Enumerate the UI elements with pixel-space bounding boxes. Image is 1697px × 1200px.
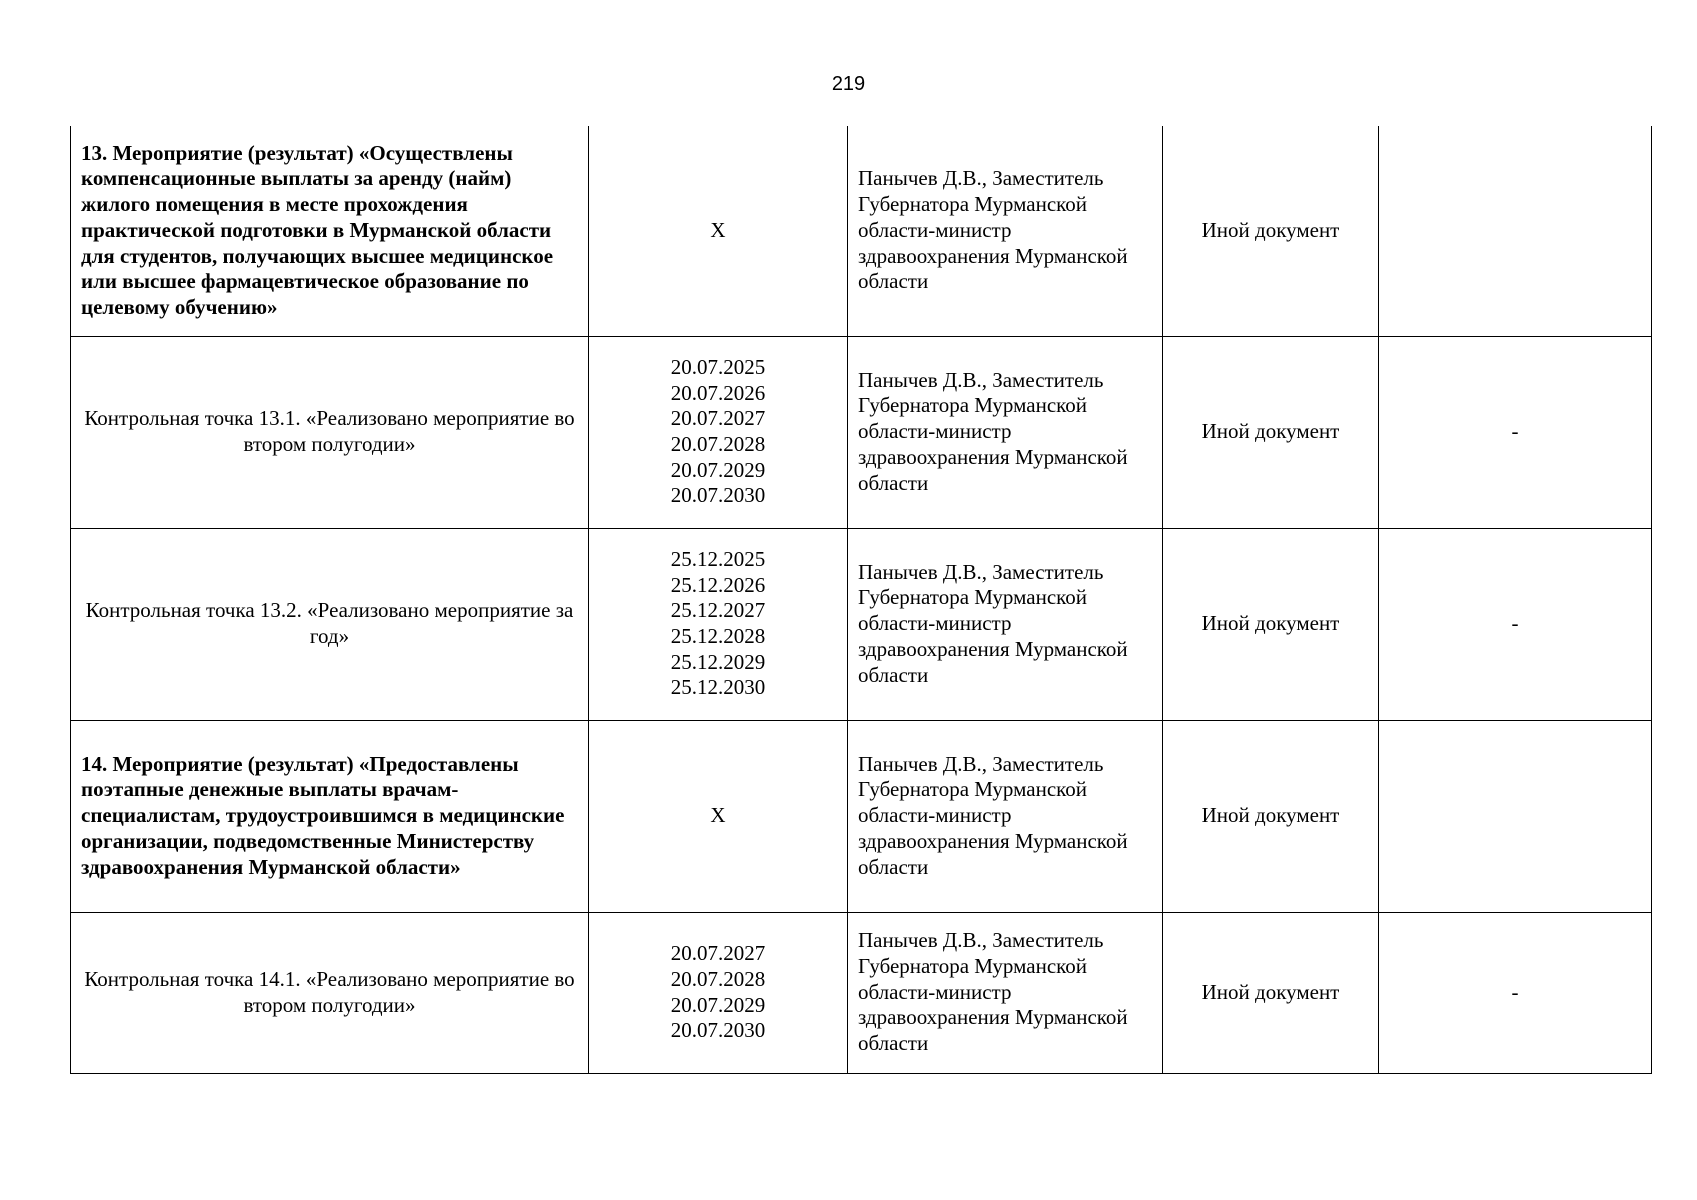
responsible-cell: Панычев Д.В., Заместитель Губернатора Мурманской области-министр здравоохранения Мурманской области xyxy=(848,126,1163,336)
checkpoint-name-cell: Контрольная точка 14.1. «Реализовано мероприятие во втором полугодии» xyxy=(71,912,589,1073)
table-row xyxy=(71,126,1652,336)
responsible-cell: Панычев Д.В., Заместитель Губернатора Мурманской области-министр здравоохранения Мурманской области xyxy=(848,336,1163,528)
document-type-cell: Иной документ xyxy=(1163,528,1379,720)
deadline-date: 20.07.2028 xyxy=(670,432,766,456)
deadline-date: 20.07.2030 xyxy=(670,483,766,508)
deadline-date: 25.12.2027 xyxy=(670,598,766,623)
responsible-cell: Панычев Д.В., Заместитель Губернатора Мурманской области-министр здравоохранения Мурманской области xyxy=(848,528,1163,720)
deadline-date: 25.12.2028 xyxy=(670,624,766,648)
info-system-cell xyxy=(1379,720,1652,912)
table-row xyxy=(71,912,1652,1073)
event-name-cell: 13. Мероприятие (результат) «Осуществлены компенсационные выплаты за аренду (найм) жилого помещения в месте прохождения практической подготовки в Мурманской области для студентов, получающих высшее медицинское или высшее фармацевтическое образование по целевому обучению» xyxy=(71,126,589,336)
deadline-date: 20.07.2027 xyxy=(670,941,766,966)
deadline-date: 20.07.2026 xyxy=(670,380,766,405)
deadline-date: 20.07.2030 xyxy=(670,1018,766,1043)
page-number: 219 xyxy=(831,73,866,95)
deadline-cell xyxy=(589,126,848,336)
deadline-cell xyxy=(589,912,848,1073)
document-type-cell: Иной документ xyxy=(1163,720,1379,912)
table-row xyxy=(71,336,1652,528)
deadline-cell xyxy=(589,336,848,528)
deadline-date: 20.07.2027 xyxy=(670,406,766,431)
deadline-date: 20.07.2029 xyxy=(670,992,766,1017)
info-system-cell: - xyxy=(1379,912,1652,1073)
deadline-value: X xyxy=(710,803,726,828)
deadline-cell xyxy=(589,720,848,912)
responsible-cell: Панычев Д.В., Заместитель Губернатора Мурманской области-министр здравоохранения Мурманской области xyxy=(848,912,1163,1073)
deadline-date: 25.12.2030 xyxy=(670,675,766,700)
plan-table xyxy=(70,126,1652,1074)
deadline-date: 20.07.2028 xyxy=(670,966,766,991)
info-system-cell xyxy=(1379,126,1652,336)
deadline-date: 25.12.2026 xyxy=(670,572,766,597)
document-type-cell: Иной документ xyxy=(1163,336,1379,528)
deadline-date: 25.12.2029 xyxy=(670,649,766,674)
deadline-value: X xyxy=(710,217,726,242)
document-type-cell: Иной документ xyxy=(1163,126,1379,336)
event-name-cell: 14. Мероприятие (результат) «Предоставлены поэтапные денежные выплаты врачам-специалистам, трудоустроившимся в медицинские организации, подведомственные Министерству здравоохранения Мурманской области» xyxy=(71,720,589,912)
table-row xyxy=(71,720,1652,912)
checkpoint-name-cell: Контрольная точка 13.2. «Реализовано мероприятие за год» xyxy=(71,528,589,720)
info-system-cell: - xyxy=(1379,528,1652,720)
checkpoint-name-cell: Контрольная точка 13.1. «Реализовано мероприятие во втором полугодии» xyxy=(71,336,589,528)
deadline-date: 20.07.2025 xyxy=(670,354,766,379)
document-type-cell: Иной документ xyxy=(1163,912,1379,1073)
deadline-date: 25.12.2025 xyxy=(670,546,766,571)
responsible-cell: Панычев Д.В., Заместитель Губернатора Мурманской области-министр здравоохранения Мурманской области xyxy=(848,720,1163,912)
table-row xyxy=(71,528,1652,720)
deadline-date: 20.07.2029 xyxy=(670,457,766,482)
deadline-cell xyxy=(589,528,848,720)
info-system-cell: - xyxy=(1379,336,1652,528)
